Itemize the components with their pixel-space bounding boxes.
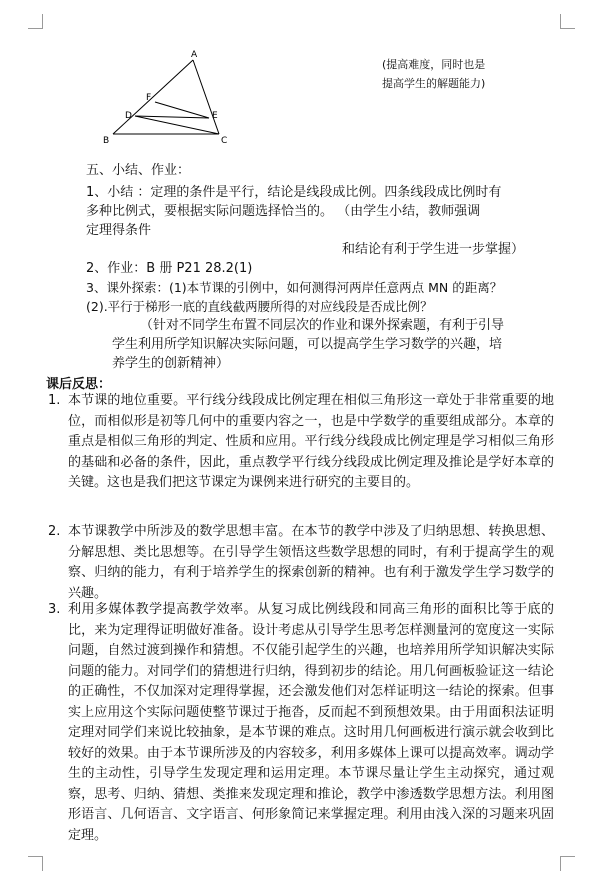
- crop-mark-top-right: [560, 14, 575, 29]
- side-note-line-1: (提高难度，同时也是: [382, 58, 486, 71]
- explore-note-line-1: （针对不同学生布置不同层次的作业和课外探索题，有利于引导: [140, 318, 505, 333]
- reflection-item-1: [46, 391, 554, 494]
- crop-mark-bottom-left: [28, 856, 43, 871]
- point-f-label: F: [146, 93, 152, 103]
- point-d-label: D: [125, 111, 132, 121]
- segment-dc: [135, 116, 219, 134]
- explore-note-line-2: 学生利用所学知识解决实际问题，可以提高学生学习数学的兴趣，培: [112, 337, 503, 352]
- explore-line-2: (2).平行于梯形一底的直线截两腰所得的对应线段是否成比例？: [86, 299, 433, 314]
- reflection-item-2: [46, 522, 554, 604]
- reflection-item-text: 本节课教学中所涉及的数学思想丰富。在本节的教学中涉及了归纳思想、转换思想、分解思想、类比思想等。在引导学生领悟这些数学思想的同时，有利于提高学生的观察、归纳的能力，有利于培养学生的探索创新的精神。也有利于激发学生学习数学的兴趣。: [68, 524, 554, 601]
- explore-note-line-3: 养学生的创新精神）: [112, 356, 230, 371]
- point-a-label: A: [191, 50, 198, 60]
- section-5-title: 五、小结、作业：: [86, 163, 191, 178]
- point-b-label: B: [103, 136, 110, 146]
- crop-mark-bottom-right: [560, 856, 575, 871]
- reflection-item-number: 1.: [48, 393, 61, 408]
- side-note-line-2: 提高学生的解题能力): [382, 77, 486, 90]
- segment-ab: [113, 60, 193, 134]
- summary-line-1: 1、小结 ：定理的条件是平行，结论是线段成比例。四条线段成比例时有: [86, 185, 502, 200]
- reflection-item-number: 3.: [48, 602, 61, 617]
- triangle-figure: [95, 46, 245, 152]
- point-e-label: E: [212, 111, 218, 121]
- reflection-heading: 课后反思：: [46, 377, 112, 392]
- summary-line-3: 定理得条件: [86, 223, 152, 238]
- point-c-label: C: [221, 136, 228, 146]
- summary-line-4: 和结论有利于学生进一步掌握）: [342, 242, 525, 257]
- reflection-item-number: 2.: [48, 524, 61, 539]
- reflection-item-text: 本节课的地位重要。平行线分线段成比例定理在相似三角形这一章处于非常重要的地位，而相似形是初等几何中的重要内容之一，也是中学数学的重要组成部分。本章的重点是相似三角形的判定、性质和应用。平行线分线段成比例定理是学习相似三角形的基础和必备的条件，因此，重点教学平行线分线段成比例定理及推论是学好本章的关键。这也是我们把这节课定为课例来进行研究的主要目的。: [68, 393, 554, 490]
- explore-line-1: 3、课外探索：(1)本节课的引例中，如何测得河两岸任意两点 MN 的距离？: [86, 280, 503, 295]
- segment-ac: [193, 60, 219, 134]
- summary-line-2: 多种比例式，要根据实际问题选择恰当的。 （由学生小结，教师强调: [86, 204, 481, 219]
- homework-line: 2、作业：B 册 P21 28.2(1): [86, 261, 253, 276]
- reflection-item-3: [46, 600, 554, 846]
- segment-de: [135, 116, 209, 118]
- crop-mark-top-left: [28, 14, 43, 29]
- segment-fe: [155, 102, 209, 118]
- reflection-item-text: 利用多媒体教学提高教学效率。从复习成比例线段和同高三角形的面积比等于底的比，来为定理得证明做好准备。设计考虑从引导学生思考怎样测量河的宽度这一实际问题，自然过渡到操作和猜想。不仅能引起学生的兴趣，也培养用所学知识解决实际问题的能力。对同学们的猜想进行归纳，得到初步的结论。用几何画板验证这一结论的正确性，不仅加深对定理得掌握，还会激发他们对怎样证明这一结论的探索。但事实上应用这个实际问题使整节课过于拖沓，反而起不到预想效果。由于用面积法证明定理对同学们来说比较抽象，是本节课的难点。这时用几何画板进行演示就会收到比较好的效果。由于本节课所涉及的内容较多，利用多媒体上课可以提高效率。调动学生的主动性，引导学生发现定理和运用定理。本节课尽量让学生主动探究，通过观察，思考、归纳、猜想、类推来发现定理和推论，教学中渗透数学思想方法。利用图形语言、几何语言、文字语言、何形象简记来掌握定理。利用由浅入深的习题来巩固定理。: [68, 602, 554, 843]
